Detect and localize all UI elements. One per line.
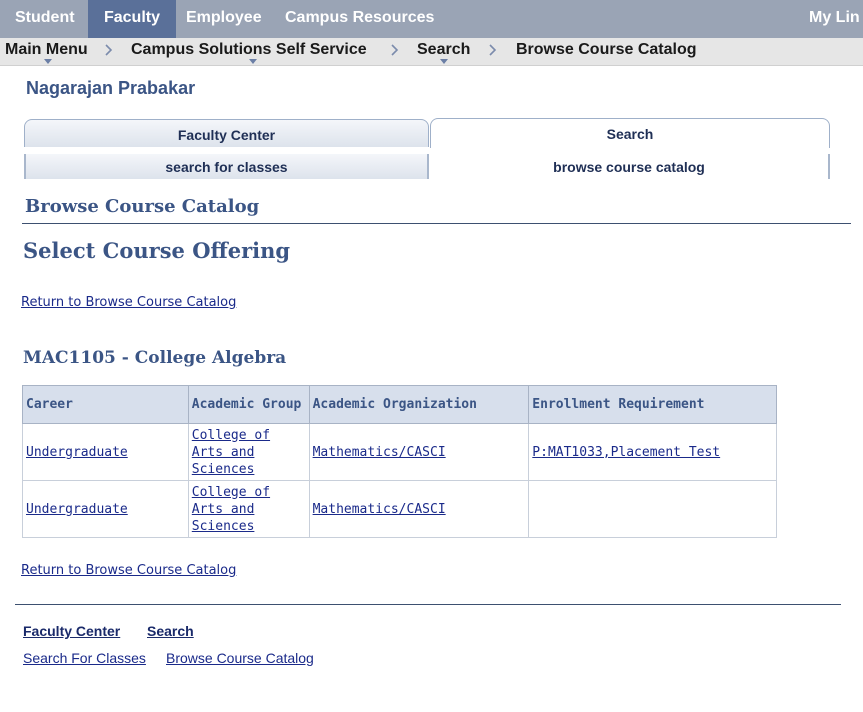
chevron-right-icon <box>488 43 498 57</box>
return-to-catalog-link[interactable]: Return to Browse Course Catalog <box>21 563 237 578</box>
nav-tab-employee[interactable]: Employee <box>186 9 262 26</box>
academic-organization-link[interactable]: Mathematics/CASCI <box>312 501 446 517</box>
career-link[interactable]: Undergraduate <box>26 501 128 517</box>
breadcrumb-main-menu[interactable]: Main Menu <box>5 41 88 58</box>
column-header-academic-organization: Academic Organization <box>309 386 529 424</box>
subtab-browse-course-catalog[interactable]: browse course catalog <box>430 154 830 179</box>
career-link[interactable]: Undergraduate <box>26 444 128 460</box>
nav-tab-campus-resources[interactable]: Campus Resources <box>285 9 435 26</box>
footer-browse-catalog-link[interactable]: Browse Course Catalog <box>166 650 314 666</box>
chevron-right-icon <box>390 43 400 57</box>
divider <box>15 604 841 605</box>
chevron-down-icon[interactable] <box>440 59 448 64</box>
footer-search-link[interactable]: Search <box>147 623 194 639</box>
page-title: Browse Course Catalog <box>25 196 260 217</box>
tab-search[interactable]: Search <box>430 118 830 148</box>
table-header-row <box>23 386 777 424</box>
breadcrumb <box>0 38 863 66</box>
course-title: MAC1105 - College Algebra <box>23 348 287 368</box>
table-row <box>23 481 777 538</box>
divider <box>22 223 851 224</box>
tab-faculty-center[interactable]: Faculty Center <box>24 119 429 147</box>
nav-tab-faculty[interactable]: Faculty <box>88 0 176 38</box>
column-header-career: Career <box>23 386 189 424</box>
column-header-enrollment-requirement: Enrollment Requirement <box>529 386 777 424</box>
subtab-search-for-classes[interactable]: search for classes <box>24 154 429 179</box>
nav-tab-student[interactable]: Student <box>15 9 75 26</box>
breadcrumb-browse-catalog: Browse Course Catalog <box>516 41 697 58</box>
breadcrumb-campus-solutions[interactable]: Campus Solutions Self Service <box>131 41 367 58</box>
table-row <box>23 424 777 481</box>
nav-tab-my-links[interactable]: My Lin <box>809 9 860 26</box>
user-name: Nagarajan Prabakar <box>26 78 196 98</box>
top-navigation <box>0 0 863 38</box>
return-to-catalog-link[interactable]: Return to Browse Course Catalog <box>21 295 237 310</box>
academic-group-link[interactable]: College of Arts and Sciences <box>191 427 271 477</box>
breadcrumb-search[interactable]: Search <box>417 41 471 58</box>
enrollment-requirement-link[interactable]: P:MAT1033,Placement Test <box>532 444 721 460</box>
column-header-academic-group: Academic Group <box>188 386 309 424</box>
course-offering-table <box>22 385 777 538</box>
chevron-right-icon <box>104 43 114 57</box>
footer-search-for-classes-link[interactable]: Search For Classes <box>23 650 146 666</box>
chevron-down-icon[interactable] <box>44 59 52 64</box>
page-subtitle: Select Course Offering <box>23 238 291 263</box>
chevron-down-icon[interactable] <box>249 59 257 64</box>
footer-faculty-center-link[interactable]: Faculty Center <box>23 623 121 639</box>
academic-organization-link[interactable]: Mathematics/CASCI <box>312 444 446 460</box>
academic-group-link[interactable]: College of Arts and Sciences <box>191 484 271 534</box>
